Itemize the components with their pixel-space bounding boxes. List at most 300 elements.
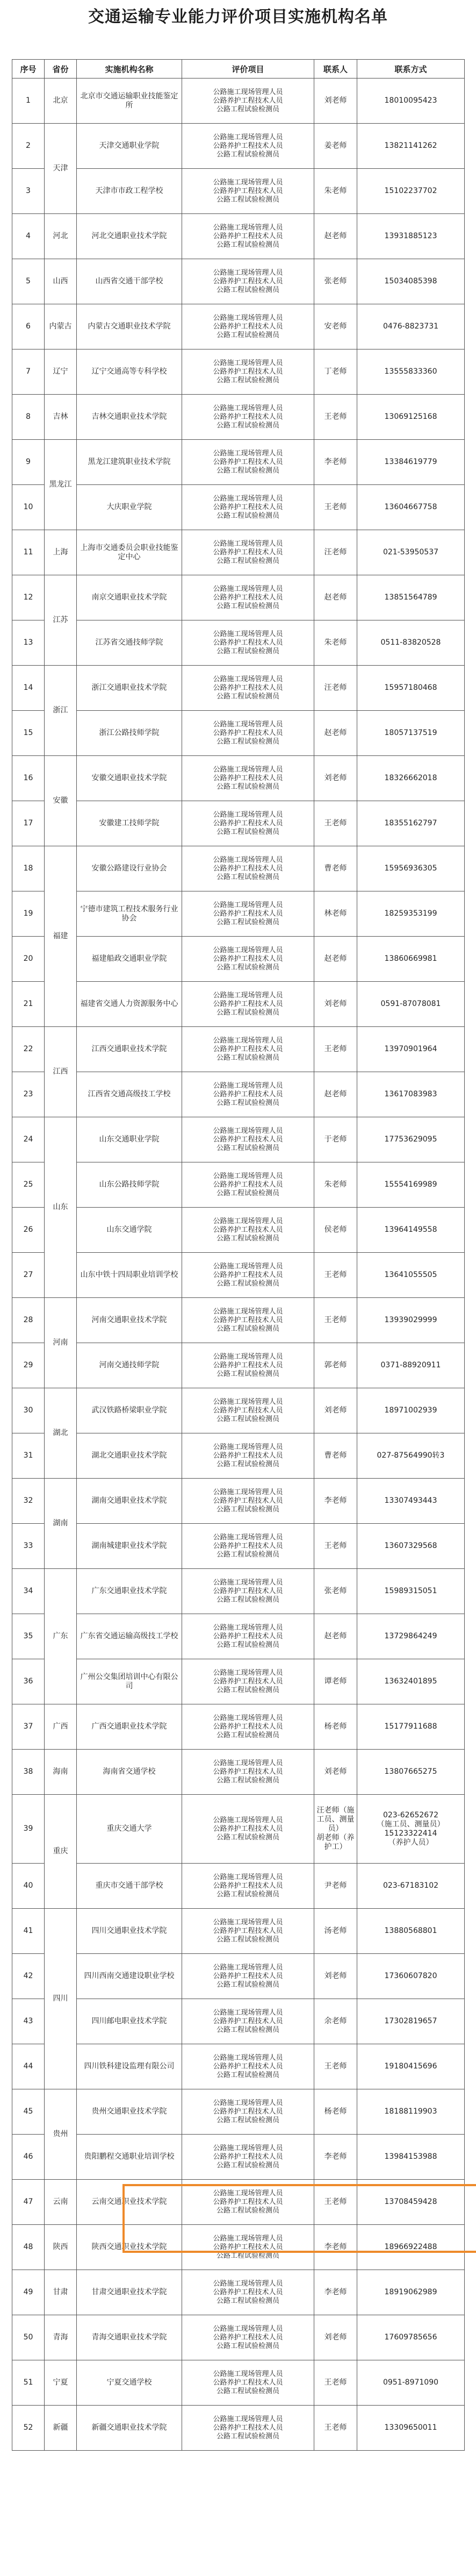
cell-no: 21 [12, 982, 45, 1027]
table-row [12, 2360, 465, 2406]
table-row [12, 530, 465, 575]
cell-phone: 023-62652672 （施工员、测量员） 15123322414 （养护人员） [357, 1795, 465, 1864]
cell-items: 公路施工现场管理人员 公路养护工程技术人员 公路工程试验检测员 [182, 349, 314, 395]
cell-org: 江西交通职业技术学院 [77, 1027, 182, 1072]
cell-phone: 13641055505 [357, 1253, 465, 1298]
cell-phone: 18971002939 [357, 1388, 465, 1433]
cell-phone: 13970901964 [357, 1027, 465, 1072]
cell-org: 内蒙古交通职业技术学院 [77, 304, 182, 349]
cell-no: 48 [12, 2225, 45, 2270]
cell-phone: 18259353199 [357, 891, 465, 937]
table-row [12, 711, 465, 756]
table-row [12, 1999, 465, 2044]
cell-no: 34 [12, 1569, 45, 1614]
cell-phone: 17360607820 [357, 1954, 465, 1999]
cell-items: 公路施工现场管理人员 公路养护工程技术人员 公路工程试验检测员 [182, 575, 314, 620]
cell-province: 青海 [45, 2315, 77, 2360]
cell-province: 海南 [45, 1750, 77, 1795]
table-row [12, 2315, 465, 2360]
table-row [12, 1614, 465, 1659]
cell-province: 安徽 [45, 756, 77, 846]
cell-no: 9 [12, 440, 45, 485]
cell-items: 公路施工现场管理人员 公路养护工程技术人员 公路工程试验检测员 [182, 530, 314, 575]
cell-phone: 15957180468 [357, 666, 465, 711]
table-body [12, 79, 465, 2451]
cell-person: 王老师 [314, 2406, 357, 2451]
cell-org: 重庆市交通干部学校 [77, 1864, 182, 1909]
cell-items: 公路施工现场管理人员 公路养护工程技术人员 公路工程试验检测员 [182, 982, 314, 1027]
cell-org: 海南省交通学校 [77, 1750, 182, 1795]
table-row [12, 440, 465, 485]
cell-phone: 0591-87078081 [357, 982, 465, 1027]
cell-items: 公路施工现场管理人员 公路养护工程技术人员 公路工程试验检测员 [182, 1027, 314, 1072]
cell-person: 林老师 [314, 891, 357, 937]
cell-no: 43 [12, 1999, 45, 2044]
cell-phone: 0476-8823731 [357, 304, 465, 349]
cell-items: 公路施工现场管理人员 公路养护工程技术人员 公路工程试验检测员 [182, 2225, 314, 2270]
cell-items: 公路施工现场管理人员 公路养护工程技术人员 公路工程试验检测员 [182, 1388, 314, 1433]
cell-items: 公路施工现场管理人员 公路养护工程技术人员 公路工程试验检测员 [182, 1208, 314, 1253]
cell-org: 湖北交通职业技术学院 [77, 1433, 182, 1479]
cell-person: 张老师 [314, 259, 357, 304]
cell-province: 辽宁 [45, 349, 77, 395]
cell-org: 山西省交通干部学校 [77, 259, 182, 304]
cell-items: 公路施工现场管理人员 公路养护工程技术人员 公路工程试验检测员 [182, 711, 314, 756]
cell-person: 刘老师 [314, 1750, 357, 1795]
cell-no: 38 [12, 1750, 45, 1795]
cell-org: 浙江公路技师学院 [77, 711, 182, 756]
cell-no: 44 [12, 2044, 45, 2089]
cell-org: 江西省交通高级技工学校 [77, 1072, 182, 1117]
table-row [12, 1117, 465, 1162]
cell-items: 公路施工现场管理人员 公路养护工程技术人员 公路工程试验检测员 [182, 1117, 314, 1162]
cell-person: 赵老师 [314, 1614, 357, 1659]
cell-org: 武汉铁路桥梁职业学院 [77, 1388, 182, 1433]
cell-province: 天津 [45, 124, 77, 214]
table-row [12, 937, 465, 982]
cell-person: 尹老师 [314, 1864, 357, 1909]
cell-phone: 13984153988 [357, 2135, 465, 2180]
cell-items: 公路施工现场管理人员 公路养护工程技术人员 公路工程试验检测员 [182, 2180, 314, 2225]
cell-no: 52 [12, 2406, 45, 2451]
header-row [12, 60, 465, 79]
cell-province: 北京 [45, 79, 77, 124]
table-row [12, 1704, 465, 1750]
cell-person: 刘老师 [314, 1954, 357, 1999]
cell-person: 曹老师 [314, 1433, 357, 1479]
cell-items: 公路施工现场管理人员 公路养护工程技术人员 公路工程试验检测员 [182, 756, 314, 801]
cell-no: 51 [12, 2360, 45, 2406]
cell-person: 杨老师 [314, 1704, 357, 1750]
cell-phone: 13708459428 [357, 2180, 465, 2225]
cell-no: 36 [12, 1659, 45, 1704]
cell-phone: 18355162797 [357, 801, 465, 846]
cell-no: 15 [12, 711, 45, 756]
cell-items: 公路施工现场管理人员 公路养护工程技术人员 公路工程试验检测员 [182, 1072, 314, 1117]
cell-phone: 13307493443 [357, 1479, 465, 1524]
table-row [12, 846, 465, 891]
cell-phone: 13807665275 [357, 1750, 465, 1795]
cell-person: 朱老师 [314, 169, 357, 214]
cell-org: 四川铁科建设监理有限公司 [77, 2044, 182, 2089]
table-row [12, 259, 465, 304]
cell-no: 17 [12, 801, 45, 846]
cell-person: 李老师 [314, 440, 357, 485]
cell-phone: 15554169989 [357, 1162, 465, 1208]
table-row [12, 1298, 465, 1343]
table-row [12, 2225, 465, 2270]
table-row [12, 214, 465, 259]
cell-phone: 17302819657 [357, 1999, 465, 2044]
cell-items: 公路施工现场管理人员 公路养护工程技术人员 公路工程试验检测员 [182, 304, 314, 349]
cell-no: 50 [12, 2315, 45, 2360]
cell-phone: 15034085398 [357, 259, 465, 304]
cell-phone: 13309650011 [357, 2406, 465, 2451]
cell-phone: 17753629095 [357, 1117, 465, 1162]
cell-org: 四川西南交通建设职业学校 [77, 1954, 182, 1999]
cell-no: 5 [12, 259, 45, 304]
cell-org: 辽宁交通高等专科学校 [77, 349, 182, 395]
cell-items: 公路施工现场管理人员 公路养护工程技术人员 公路工程试验检测员 [182, 801, 314, 846]
cell-items: 公路施工现场管理人员 公路养护工程技术人员 公路工程试验检测员 [182, 620, 314, 666]
cell-org: 贵阳鹏程交通职业培训学校 [77, 2135, 182, 2180]
cell-org: 南京交通职业技术学院 [77, 575, 182, 620]
cell-no: 8 [12, 395, 45, 440]
cell-org: 河南交通职业技术学院 [77, 1298, 182, 1343]
cell-org: 山东中铁十四局职业培训学校 [77, 1253, 182, 1298]
cell-person: 杨老师 [314, 2089, 357, 2135]
cell-no: 23 [12, 1072, 45, 1117]
cell-no: 2 [12, 124, 45, 169]
cell-province: 吉林 [45, 395, 77, 440]
cell-person: 王老师 [314, 485, 357, 530]
cell-province: 山西 [45, 259, 77, 304]
cell-items: 公路施工现场管理人员 公路养护工程技术人员 公路工程试验检测员 [182, 1750, 314, 1795]
cell-person: 余老师 [314, 1999, 357, 2044]
table-row [12, 2180, 465, 2225]
cell-items: 公路施工现场管理人员 公路养护工程技术人员 公路工程试验检测员 [182, 1864, 314, 1909]
cell-person: 刘老师 [314, 2315, 357, 2360]
cell-no: 32 [12, 1479, 45, 1524]
cell-org: 广东交通职业技术学院 [77, 1569, 182, 1614]
cell-no: 25 [12, 1162, 45, 1208]
cell-items: 公路施工现场管理人员 公路养护工程技术人员 公路工程试验检测员 [182, 2406, 314, 2451]
table-row [12, 349, 465, 395]
cell-no: 14 [12, 666, 45, 711]
cell-phone: 13931885123 [357, 214, 465, 259]
cell-no: 19 [12, 891, 45, 937]
table-row [12, 1954, 465, 1999]
cell-org: 河北交通职业技术学院 [77, 214, 182, 259]
cell-person: 汤老师 [314, 1909, 357, 1954]
cell-items: 公路施工现场管理人员 公路养护工程技术人员 公路工程试验检测员 [182, 1253, 314, 1298]
header-no: 序号 [12, 60, 45, 79]
cell-no: 45 [12, 2089, 45, 2135]
cell-items: 公路施工现场管理人员 公路养护工程技术人员 公路工程试验检测员 [182, 666, 314, 711]
cell-org: 新疆交通职业技术学院 [77, 2406, 182, 2451]
cell-items: 公路施工现场管理人员 公路养护工程技术人员 公路工程试验检测员 [182, 937, 314, 982]
cell-org: 黑龙江建筑职业技术学院 [77, 440, 182, 485]
table-row [12, 1909, 465, 1954]
cell-province: 四川 [45, 1909, 77, 2089]
table-row [12, 2089, 465, 2135]
table-row [12, 124, 465, 169]
cell-phone: 19180415696 [357, 2044, 465, 2089]
header-org: 实施机构名称 [77, 60, 182, 79]
cell-phone: 13555833360 [357, 349, 465, 395]
table-row [12, 169, 465, 214]
cell-org: 天津交通职业学院 [77, 124, 182, 169]
cell-phone: 023-67183102 [357, 1864, 465, 1909]
cell-phone: 13607329568 [357, 1524, 465, 1569]
page-title: 交通运输专业能力评价项目实施机构名单 [88, 8, 388, 26]
cell-org: 宁夏交通学校 [77, 2360, 182, 2406]
cell-items: 公路施工现场管理人员 公路养护工程技术人员 公路工程试验检测员 [182, 2044, 314, 2089]
table-row [12, 1388, 465, 1433]
cell-no: 39 [12, 1795, 45, 1864]
cell-person: 刘老师 [314, 982, 357, 1027]
cell-phone: 15989315051 [357, 1569, 465, 1614]
cell-phone: 13069125168 [357, 395, 465, 440]
cell-phone: 13964149558 [357, 1208, 465, 1253]
cell-person: 刘老师 [314, 1388, 357, 1433]
table-row [12, 1569, 465, 1614]
cell-org: 重庆交通大学 [77, 1795, 182, 1864]
cell-items: 公路施工现场管理人员 公路养护工程技术人员 公路工程试验检测员 [182, 1614, 314, 1659]
cell-org: 山东公路技师学院 [77, 1162, 182, 1208]
cell-items: 公路施工现场管理人员 公路养护工程技术人员 公路工程试验检测员 [182, 1524, 314, 1569]
cell-items: 公路施工现场管理人员 公路养护工程技术人员 公路工程试验检测员 [182, 1298, 314, 1343]
cell-person: 王老师 [314, 2180, 357, 2225]
cell-no: 49 [12, 2270, 45, 2315]
cell-org: 山东交通职业学院 [77, 1117, 182, 1162]
cell-items: 公路施工现场管理人员 公路养护工程技术人员 公路工程试验检测员 [182, 1909, 314, 1954]
cell-person: 李老师 [314, 2135, 357, 2180]
cell-org: 安徽交通职业技术学院 [77, 756, 182, 801]
table-row [12, 1524, 465, 1569]
cell-person: 刘老师 [314, 756, 357, 801]
cell-items: 公路施工现场管理人员 公路养护工程技术人员 公路工程试验检测员 [182, 485, 314, 530]
cell-org: 四川交通职业技术学院 [77, 1909, 182, 1954]
cell-person: 汪老师 [314, 530, 357, 575]
cell-person: 赵老师 [314, 575, 357, 620]
cell-no: 37 [12, 1704, 45, 1750]
cell-phone: 17609785656 [357, 2315, 465, 2360]
cell-province: 宁夏 [45, 2360, 77, 2406]
cell-org: 浙江交通职业技术学院 [77, 666, 182, 711]
cell-org: 北京市交通运输职业技能鉴定所 [77, 79, 182, 124]
cell-org: 贵州交通职业技术学院 [77, 2089, 182, 2135]
table-row [12, 1864, 465, 1909]
cell-org: 大庆职业学院 [77, 485, 182, 530]
cell-person: 侯老师 [314, 1208, 357, 1253]
cell-person: 王老师 [314, 2360, 357, 2406]
table-row [12, 1795, 465, 1864]
cell-person: 赵老师 [314, 711, 357, 756]
cell-items: 公路施工现场管理人员 公路养护工程技术人员 公路工程试验检测员 [182, 395, 314, 440]
cell-no: 11 [12, 530, 45, 575]
cell-items: 公路施工现场管理人员 公路养护工程技术人员 公路工程试验检测员 [182, 2315, 314, 2360]
cell-no: 22 [12, 1027, 45, 1072]
header-person: 联系人 [314, 60, 357, 79]
cell-province: 陕西 [45, 2225, 77, 2270]
cell-no: 26 [12, 1208, 45, 1253]
cell-phone: 0371-88920911 [357, 1343, 465, 1388]
table-row [12, 666, 465, 711]
table-row [12, 1072, 465, 1117]
cell-no: 30 [12, 1388, 45, 1433]
cell-province: 重庆 [45, 1795, 77, 1909]
cell-phone: 15102237702 [357, 169, 465, 214]
cell-org: 河南交通技师学院 [77, 1343, 182, 1388]
cell-items: 公路施工现场管理人员 公路养护工程技术人员 公路工程试验检测员 [182, 1954, 314, 1999]
cell-org: 福建省交通人力资源服务中心 [77, 982, 182, 1027]
cell-phone: 18057137519 [357, 711, 465, 756]
table-row [12, 2044, 465, 2089]
cell-phone: 027-87564990转3 [357, 1433, 465, 1479]
cell-phone: 13851564789 [357, 575, 465, 620]
cell-person: 李老师 [314, 2225, 357, 2270]
cell-phone: 15177911688 [357, 1704, 465, 1750]
table-row [12, 891, 465, 937]
cell-person: 安老师 [314, 304, 357, 349]
cell-phone: 13880568801 [357, 1909, 465, 1954]
table-row [12, 1750, 465, 1795]
cell-no: 40 [12, 1864, 45, 1909]
cell-person: 赵老师 [314, 1072, 357, 1117]
cell-person: 王老师 [314, 801, 357, 846]
table-row [12, 2135, 465, 2180]
cell-org: 四川邮电职业技术学院 [77, 1999, 182, 2044]
cell-items: 公路施工现场管理人员 公路养护工程技术人员 公路工程试验检测员 [182, 2360, 314, 2406]
cell-person: 赵老师 [314, 937, 357, 982]
cell-person: 汪老师（施工员、测量员） 胡老师（养护工） [314, 1795, 357, 1864]
cell-province: 贵州 [45, 2089, 77, 2180]
cell-org: 甘肃交通职业技术学院 [77, 2270, 182, 2315]
cell-province: 浙江 [45, 666, 77, 756]
table-row [12, 2406, 465, 2451]
cell-person: 朱老师 [314, 1162, 357, 1208]
cell-no: 12 [12, 575, 45, 620]
table-row [12, 801, 465, 846]
cell-no: 10 [12, 485, 45, 530]
cell-person: 张老师 [314, 1569, 357, 1614]
table-row [12, 1208, 465, 1253]
cell-person: 王老师 [314, 1253, 357, 1298]
cell-person: 赵老师 [314, 214, 357, 259]
cell-items: 公路施工现场管理人员 公路养护工程技术人员 公路工程试验检测员 [182, 1479, 314, 1524]
cell-items: 公路施工现场管理人员 公路养护工程技术人员 公路工程试验检测员 [182, 1569, 314, 1614]
cell-org: 湖南城建职业技术学院 [77, 1524, 182, 1569]
table-row [12, 2270, 465, 2315]
cell-province: 广西 [45, 1704, 77, 1750]
cell-org: 天津市市政工程学校 [77, 169, 182, 214]
cell-phone: 13729864249 [357, 1614, 465, 1659]
cell-phone: 13860669981 [357, 937, 465, 982]
cell-no: 16 [12, 756, 45, 801]
cell-org: 青海交通职业技术学院 [77, 2315, 182, 2360]
cell-phone: 0951-8971090 [357, 2360, 465, 2406]
table-row [12, 1162, 465, 1208]
cell-no: 7 [12, 349, 45, 395]
cell-person: 王老师 [314, 395, 357, 440]
cell-phone: 13617083983 [357, 1072, 465, 1117]
cell-phone: 0511-83820528 [357, 620, 465, 666]
cell-phone: 18326662018 [357, 756, 465, 801]
cell-province: 湖南 [45, 1479, 77, 1569]
cell-province: 甘肃 [45, 2270, 77, 2315]
table-row [12, 79, 465, 124]
cell-phone: 13632401895 [357, 1659, 465, 1704]
cell-province: 内蒙古 [45, 304, 77, 349]
cell-items: 公路施工现场管理人员 公路养护工程技术人员 公路工程试验检测员 [182, 891, 314, 937]
cell-no: 20 [12, 937, 45, 982]
cell-items: 公路施工现场管理人员 公路养护工程技术人员 公路工程试验检测员 [182, 124, 314, 169]
cell-org: 宁德市建筑工程技术服务行业协会 [77, 891, 182, 937]
cell-no: 27 [12, 1253, 45, 1298]
cell-phone: 15956936305 [357, 846, 465, 891]
cell-items: 公路施工现场管理人员 公路养护工程技术人员 公路工程试验检测员 [182, 440, 314, 485]
cell-phone: 13384619779 [357, 440, 465, 485]
table-row [12, 1343, 465, 1388]
cell-org: 吉林交通职业技术学院 [77, 395, 182, 440]
cell-org: 陕西交通职业技术学院 [77, 2225, 182, 2270]
table-row [12, 1479, 465, 1524]
cell-org: 云南交通职业技术学院 [77, 2180, 182, 2225]
table-row [12, 620, 465, 666]
cell-items: 公路施工现场管理人员 公路养护工程技术人员 公路工程试验检测员 [182, 169, 314, 214]
table-row [12, 485, 465, 530]
cell-person: 丁老师 [314, 349, 357, 395]
cell-org: 江苏省交通技师学院 [77, 620, 182, 666]
table-row [12, 1027, 465, 1072]
cell-items: 公路施工现场管理人员 公路养护工程技术人员 公路工程试验检测员 [182, 1659, 314, 1704]
table-row [12, 575, 465, 620]
cell-items: 公路施工现场管理人员 公路养护工程技术人员 公路工程试验检测员 [182, 1343, 314, 1388]
cell-province: 黑龙江 [45, 440, 77, 530]
cell-no: 1 [12, 79, 45, 124]
cell-province: 上海 [45, 530, 77, 575]
cell-no: 6 [12, 304, 45, 349]
cell-province: 山东 [45, 1117, 77, 1298]
cell-items: 公路施工现场管理人员 公路养护工程技术人员 公路工程试验检测员 [182, 1162, 314, 1208]
cell-phone: 18966922488 [357, 2225, 465, 2270]
cell-province: 湖北 [45, 1388, 77, 1479]
cell-items: 公路施工现场管理人员 公路养护工程技术人员 公路工程试验检测员 [182, 2270, 314, 2315]
cell-items: 公路施工现场管理人员 公路养护工程技术人员 公路工程试验检测员 [182, 2135, 314, 2180]
cell-org: 广东省交通运输高级技工学校 [77, 1614, 182, 1659]
cell-province: 新疆 [45, 2406, 77, 2451]
cell-items: 公路施工现场管理人员 公路养护工程技术人员 公路工程试验检测员 [182, 1433, 314, 1479]
cell-person: 刘老师 [314, 79, 357, 124]
cell-province: 云南 [45, 2180, 77, 2225]
cell-org: 安徽建工技师学院 [77, 801, 182, 846]
cell-phone: 021-53950537 [357, 530, 465, 575]
cell-no: 24 [12, 1117, 45, 1162]
cell-phone: 18188119903 [357, 2089, 465, 2135]
cell-no: 3 [12, 169, 45, 214]
cell-phone: 18919062989 [357, 2270, 465, 2315]
cell-person: 王老师 [314, 1298, 357, 1343]
table-row [12, 304, 465, 349]
cell-org: 湖南交通职业技术学院 [77, 1479, 182, 1524]
cell-no: 47 [12, 2180, 45, 2225]
cell-person: 谭老师 [314, 1659, 357, 1704]
cell-province: 江西 [45, 1027, 77, 1117]
table-row [12, 1433, 465, 1479]
cell-items: 公路施工现场管理人员 公路养护工程技术人员 公路工程试验检测员 [182, 1704, 314, 1750]
table-row [12, 982, 465, 1027]
